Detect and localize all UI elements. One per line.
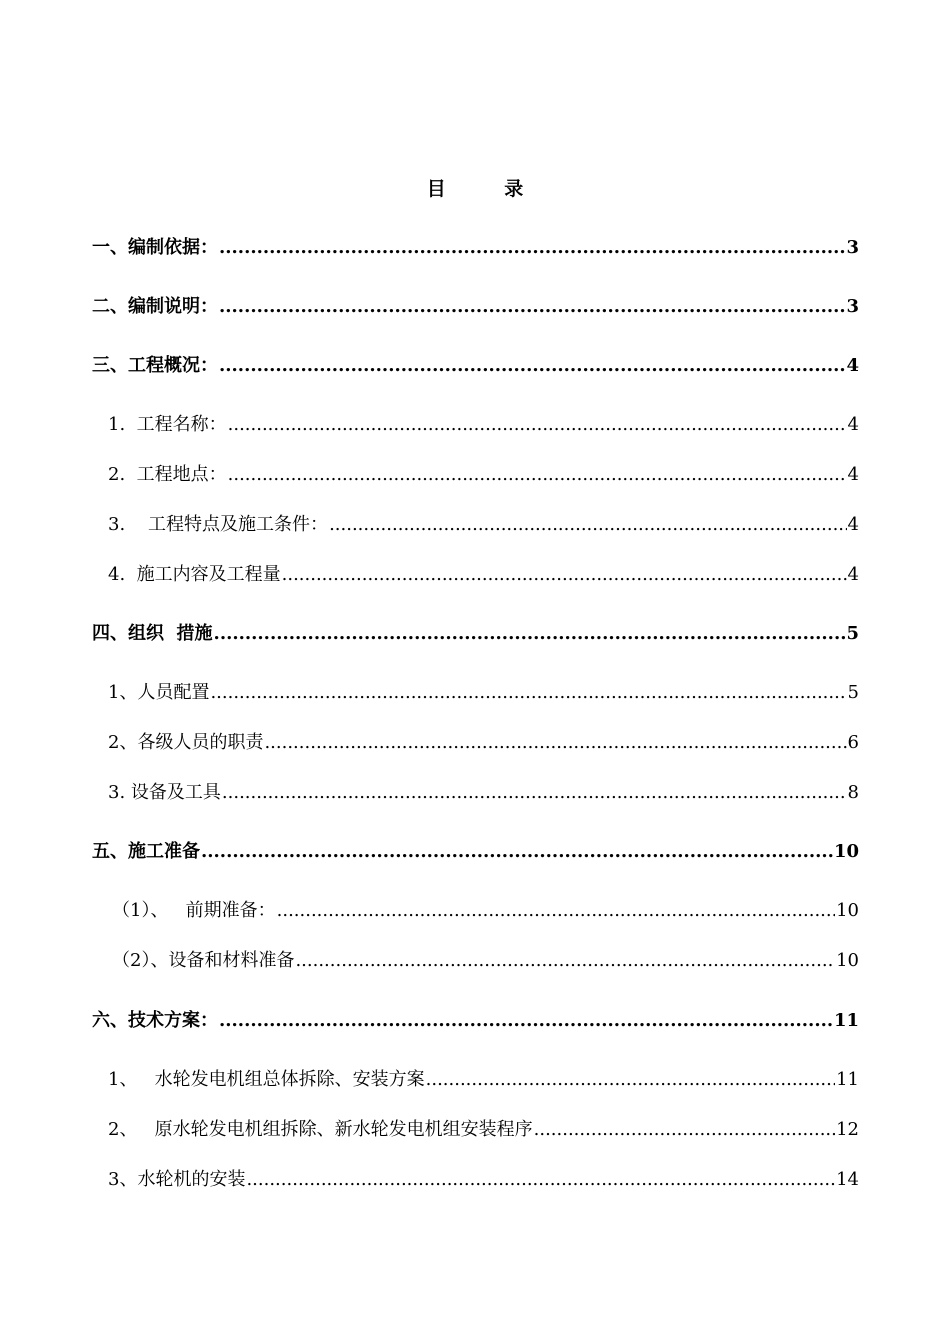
- toc-entry-label: 五、施工准备: [92, 841, 200, 862]
- toc-dot-leader: [329, 511, 846, 539]
- toc-entry[interactable]: [92, 838, 859, 866]
- toc-entry-label: 3. 工程特点及施工条件：: [108, 514, 329, 535]
- toc-entry[interactable]: [92, 352, 859, 380]
- toc-dot-leader: [228, 411, 847, 439]
- toc-entry-label: 三、工程概况：: [92, 355, 218, 376]
- toc-entry-label: 一、编制依据：: [92, 237, 218, 258]
- toc-page-number: 3: [846, 237, 859, 258]
- toc-entry[interactable]: [112, 897, 859, 925]
- toc-entry-label: 2、 原水轮发电机组拆除、新水轮发电机组安装程序: [108, 1119, 533, 1140]
- toc-entry-label: 2. 工程地点：: [108, 464, 227, 485]
- toc-page-number: 10: [836, 950, 859, 971]
- toc-page-number: 10: [836, 900, 859, 921]
- toc-entry[interactable]: [92, 620, 859, 648]
- toc-entry[interactable]: [108, 729, 859, 757]
- toc-page-number: 4: [847, 464, 859, 485]
- toc-entry[interactable]: [92, 1007, 859, 1035]
- toc-page-number: 12: [836, 1119, 859, 1140]
- toc-page-number: 4: [847, 514, 859, 535]
- toc-dot-leader: [264, 729, 846, 757]
- toc-entry[interactable]: [108, 461, 859, 489]
- toc-entry[interactable]: [112, 947, 859, 975]
- toc-page-number: 4: [847, 564, 859, 585]
- toc-page-number: 5: [847, 682, 859, 703]
- toc-dot-leader: [534, 1116, 835, 1144]
- toc-dot-leader: [219, 352, 845, 380]
- toc-page-number: 5: [846, 623, 859, 644]
- toc-entry-label: 1. 工程名称：: [108, 414, 227, 435]
- toc-page-number: 11: [836, 1069, 859, 1090]
- toc-entry[interactable]: [108, 779, 859, 807]
- toc-dot-leader: [426, 1066, 835, 1094]
- toc-dot-leader: [201, 838, 833, 866]
- toc-entry-label: 3. 设备及工具: [108, 782, 221, 803]
- toc-entry-label: 4. 施工内容及工程量: [108, 564, 281, 585]
- toc-entry[interactable]: [92, 293, 859, 321]
- toc-dot-leader: [222, 779, 847, 807]
- toc-entry-label: 3、水轮机的安装: [108, 1169, 246, 1190]
- toc-dot-leader: [210, 679, 846, 707]
- toc-page-number: 6: [847, 732, 859, 753]
- toc-entry[interactable]: [108, 679, 859, 707]
- toc-page-number: 4: [847, 414, 859, 435]
- toc-entry[interactable]: [108, 511, 859, 539]
- toc-title: 目 录: [426, 178, 550, 200]
- toc-entry[interactable]: [108, 411, 859, 439]
- toc-entry-label: （1）、 前期准备：: [112, 900, 276, 921]
- toc-entry-label: 1、人员配置: [108, 682, 210, 703]
- toc-entry-label: 六、技术方案：: [92, 1010, 218, 1031]
- toc-page-number: 10: [833, 841, 859, 862]
- toc-page-number: 14: [836, 1169, 859, 1190]
- toc-dot-leader: [219, 1007, 833, 1035]
- toc-page-number: 8: [847, 782, 859, 803]
- toc-entry-label: 1、 水轮发电机组总体拆除、安装方案: [108, 1069, 425, 1090]
- toc-dot-leader: [295, 947, 835, 975]
- toc-entry-label: （2）、设备和材料准备: [112, 950, 295, 971]
- toc-entry[interactable]: [108, 1066, 859, 1094]
- toc-entry[interactable]: [108, 1166, 859, 1194]
- toc-dot-leader: [246, 1166, 835, 1194]
- toc-page-number: 3: [846, 296, 859, 317]
- toc-dot-leader: [282, 561, 847, 589]
- toc-entry-label: 四、组织 措施: [92, 623, 213, 644]
- toc-entry[interactable]: [108, 1116, 859, 1144]
- toc-entry-label: 2、各级人员的职责: [108, 732, 264, 753]
- toc-dot-leader: [219, 234, 845, 262]
- toc-dot-leader: [277, 897, 835, 925]
- toc-page-number: 11: [833, 1010, 859, 1031]
- toc-entry-label: 二、编制说明：: [92, 296, 218, 317]
- toc-dot-leader: [228, 461, 847, 489]
- toc-entry[interactable]: [108, 561, 859, 589]
- toc-dot-leader: [214, 620, 846, 648]
- toc-entry[interactable]: [92, 234, 859, 262]
- toc-page-number: 4: [846, 355, 859, 376]
- toc-dot-leader: [219, 293, 845, 321]
